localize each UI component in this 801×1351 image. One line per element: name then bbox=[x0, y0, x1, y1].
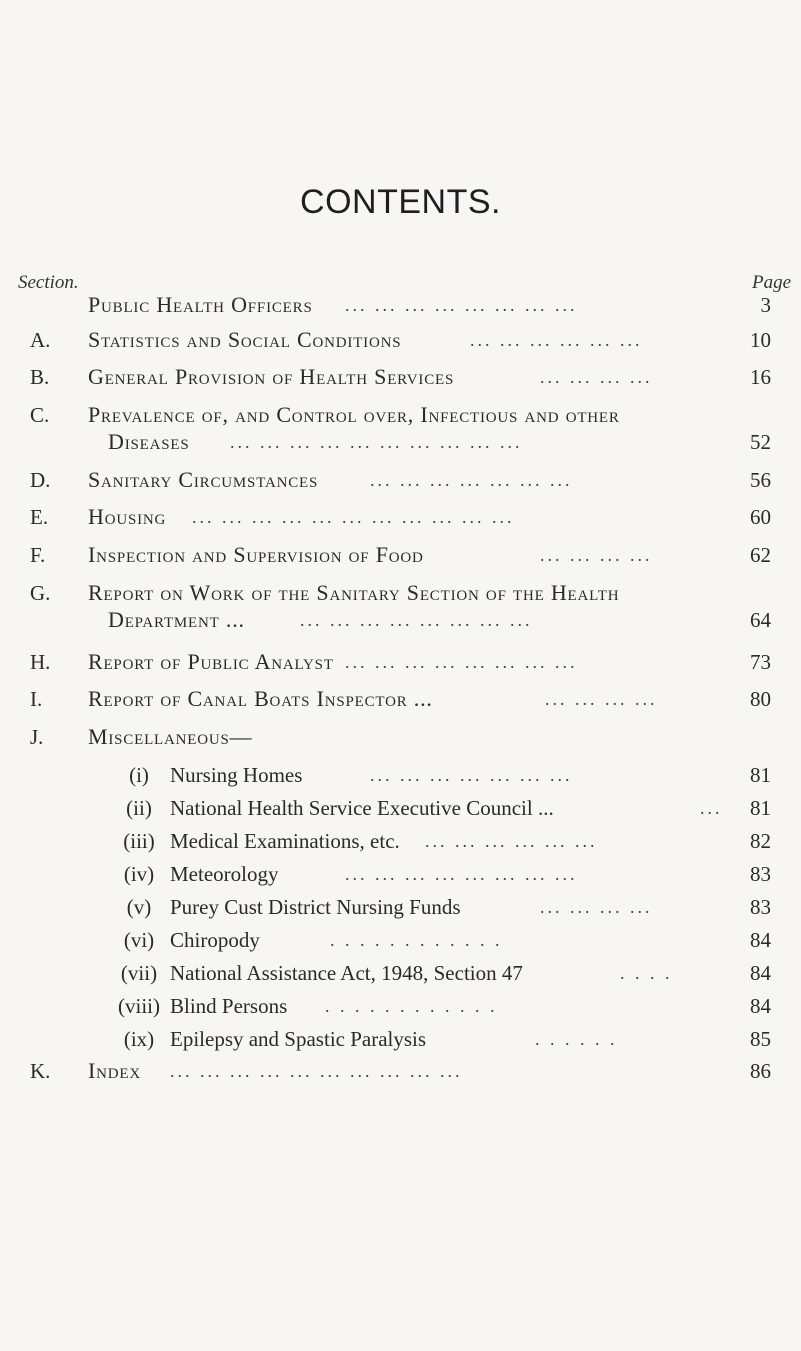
dot-leader: ... ... ... ... ... ... ... ... ... ... bbox=[170, 1061, 463, 1081]
toc-entry bbox=[0, 579, 801, 607]
subentry-title: Chiropody bbox=[170, 928, 260, 952]
page-number: 85 bbox=[750, 1027, 771, 1051]
page-number: 62 bbox=[750, 543, 771, 567]
dot-leader: ... ... ... ... ... ... bbox=[425, 831, 598, 851]
subentry-title: Purey Cust District Nursing Funds bbox=[170, 895, 461, 919]
subentry-title: Medical Examinations, etc. bbox=[170, 829, 400, 853]
toc-entry bbox=[0, 363, 801, 391]
dot-leader: . . . . . . . . . . . . bbox=[330, 930, 503, 950]
toc-subentry bbox=[0, 860, 801, 888]
section-title-continued: Diseases bbox=[108, 429, 190, 454]
subentry-title: Blind Persons bbox=[170, 994, 288, 1018]
section-letter: H. bbox=[30, 650, 51, 674]
section-title: Inspection and Supervision of Food bbox=[88, 542, 424, 567]
section-title-continued: Department ... bbox=[108, 607, 245, 632]
section-title: Sanitary Circumstances bbox=[88, 467, 319, 492]
page-title: CONTENTS. bbox=[300, 183, 501, 221]
subentry-number: (v) bbox=[126, 895, 152, 919]
subentry-number: (vi) bbox=[123, 928, 155, 952]
page-number: 84 bbox=[750, 961, 771, 985]
page-number: 84 bbox=[750, 928, 771, 952]
toc-entry bbox=[0, 503, 801, 531]
section-title: Miscellaneous— bbox=[88, 724, 253, 749]
subentry-number: (i) bbox=[129, 763, 149, 787]
toc-entry bbox=[0, 541, 801, 569]
subentry-number: (viii) bbox=[118, 994, 160, 1018]
dot-leader: . . . . . . . . . . . . bbox=[325, 996, 498, 1016]
toc-entry bbox=[0, 723, 801, 751]
page-number: 56 bbox=[750, 468, 771, 492]
section-title: Report of Public Analyst bbox=[88, 649, 334, 674]
toc-subentry bbox=[0, 992, 801, 1020]
subentry-title: Meteorology bbox=[170, 862, 279, 886]
section-title: Report of Canal Boats Inspector ... bbox=[88, 686, 433, 711]
page-number: 52 bbox=[750, 430, 771, 454]
dot-leader: ... ... ... ... bbox=[540, 897, 653, 917]
subentry-number: (vii) bbox=[120, 961, 158, 985]
section-title: General Provision of Health Services bbox=[88, 364, 455, 389]
dot-leader: ... ... ... ... ... ... ... bbox=[370, 765, 573, 785]
dot-leader: ... ... ... ... ... ... ... ... bbox=[345, 652, 578, 672]
page-number: 83 bbox=[750, 895, 771, 919]
section-letter: J. bbox=[30, 725, 44, 749]
dot-leader: ... ... ... ... ... ... ... ... bbox=[345, 864, 578, 884]
dot-leader: . . . . bbox=[620, 963, 673, 983]
toc-subentry bbox=[0, 761, 801, 789]
page-number: 82 bbox=[750, 829, 771, 853]
dot-leader: ... ... ... ... ... ... ... ... bbox=[345, 295, 578, 315]
toc-subentry bbox=[0, 926, 801, 954]
page-number: 3 bbox=[760, 293, 771, 317]
subentry-title: Epilepsy and Spastic Paralysis bbox=[170, 1027, 427, 1051]
toc-subentry bbox=[0, 827, 801, 855]
page-column-header: Page bbox=[752, 272, 792, 293]
dot-leader: ... ... ... ... ... ... ... bbox=[370, 470, 573, 490]
section-letter: C. bbox=[30, 403, 50, 427]
subentry-number: (ix) bbox=[123, 1027, 155, 1051]
dot-leader: ... ... ... ... ... ... ... ... ... ... ... bbox=[192, 507, 515, 527]
section-title: Prevalence of, and Control over, Infectious and other bbox=[88, 402, 620, 427]
dot-leader: ... ... ... ... bbox=[545, 689, 658, 709]
section-letter: I. bbox=[30, 687, 43, 711]
page-number: 16 bbox=[750, 365, 771, 389]
toc-entry bbox=[0, 1057, 801, 1085]
page-number: 10 bbox=[750, 328, 771, 352]
toc-subentry bbox=[0, 959, 801, 987]
toc-subentry bbox=[0, 794, 801, 822]
dot-leader: ... ... ... ... ... ... ... ... bbox=[300, 610, 533, 630]
page-number: 81 bbox=[750, 763, 771, 787]
toc-entry bbox=[0, 648, 801, 676]
subentry-title: National Health Service Executive Council ... bbox=[170, 796, 554, 820]
section-letter: K. bbox=[30, 1059, 51, 1083]
page-number: 60 bbox=[750, 505, 771, 529]
dot-leader: ... ... ... ... bbox=[540, 545, 653, 565]
page-number: 86 bbox=[750, 1059, 771, 1083]
dot-leader: ... ... ... ... ... ... bbox=[470, 330, 643, 350]
section-letter: F. bbox=[30, 543, 46, 567]
toc-entry-continuation bbox=[0, 606, 801, 634]
subentry-number: (iii) bbox=[123, 829, 155, 853]
section-letter: A. bbox=[30, 328, 51, 352]
toc-entry bbox=[0, 401, 801, 429]
toc-subentry bbox=[0, 1025, 801, 1053]
dot-leader: ... ... ... ... ... ... ... ... ... ... bbox=[230, 432, 523, 452]
page-number: 64 bbox=[750, 608, 771, 632]
toc-entry bbox=[0, 466, 801, 494]
subentry-title: Nursing Homes bbox=[170, 763, 303, 787]
page-number: 81 bbox=[750, 796, 771, 820]
section-letter: B. bbox=[30, 365, 50, 389]
page-number: 84 bbox=[750, 994, 771, 1018]
toc-entry bbox=[0, 685, 801, 713]
section-title: Housing bbox=[88, 504, 167, 529]
section-title: Index bbox=[88, 1058, 141, 1083]
subentry-number: (ii) bbox=[126, 796, 152, 820]
toc-entry bbox=[0, 326, 801, 354]
toc-entry bbox=[0, 291, 801, 319]
dot-leader: . . . . . . bbox=[535, 1029, 618, 1049]
section-column-header: Section. bbox=[18, 272, 79, 293]
page-number: 83 bbox=[750, 862, 771, 886]
subentry-title: National Assistance Act, 1948, Section 47 bbox=[170, 961, 523, 985]
subentry-number: (iv) bbox=[123, 862, 155, 886]
dot-leader: ... bbox=[700, 798, 723, 818]
section-letter: E. bbox=[30, 505, 49, 529]
section-title: Report on Work of the Sanitary Section of the Health bbox=[88, 580, 620, 605]
section-title: Public Health Officers bbox=[88, 292, 313, 317]
section-letter: G. bbox=[30, 581, 51, 605]
page-number: 80 bbox=[750, 687, 771, 711]
page-number: 73 bbox=[750, 650, 771, 674]
toc-subentry bbox=[0, 893, 801, 921]
toc-entry-continuation bbox=[0, 428, 801, 456]
section-letter: D. bbox=[30, 468, 51, 492]
section-title: Statistics and Social Conditions bbox=[88, 327, 402, 352]
dot-leader: ... ... ... ... bbox=[540, 367, 653, 387]
